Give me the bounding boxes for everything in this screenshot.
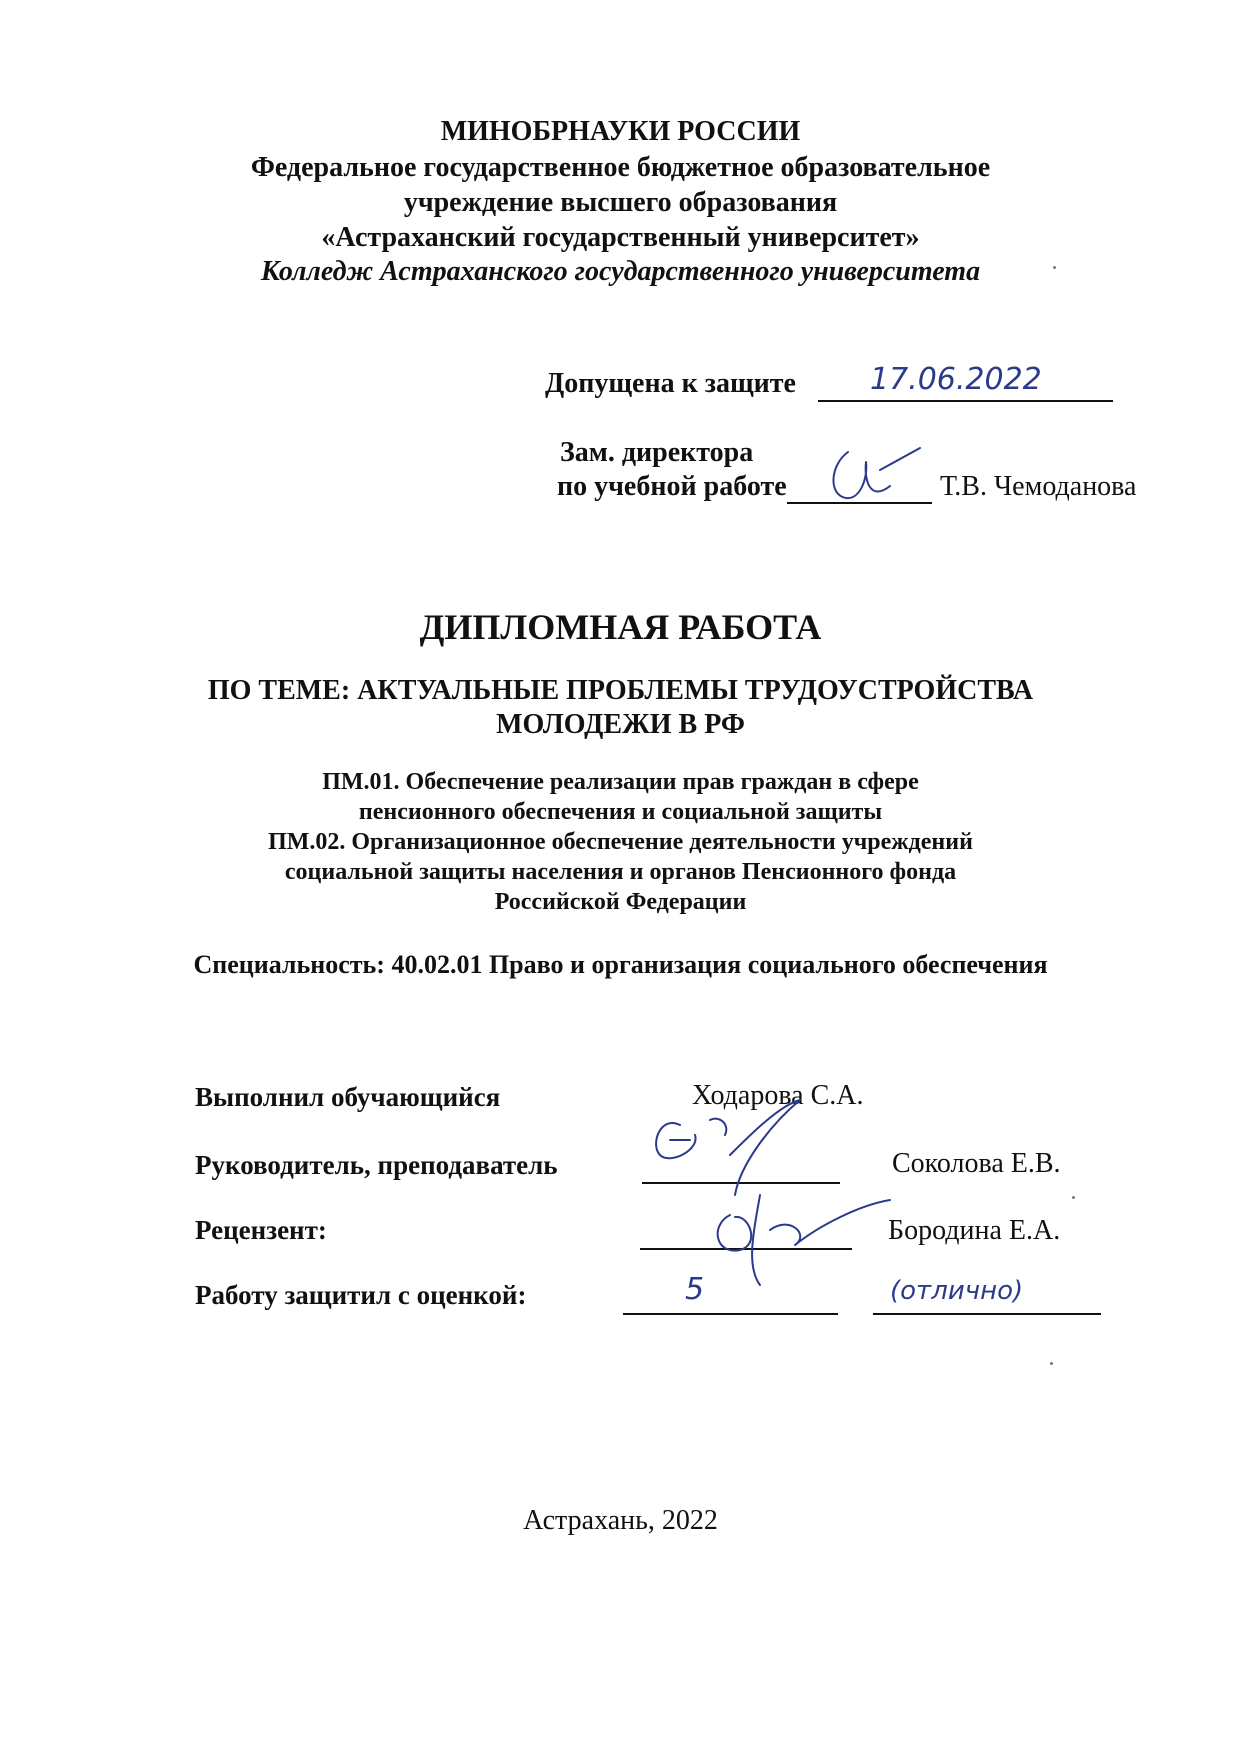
scan-speck: [1072, 1196, 1075, 1199]
module-line-2: пенсионного обеспечения и социальной защиты: [358, 799, 883, 825]
supervisor-name: Соколова Е.В.: [892, 1148, 1061, 1179]
module-line-4: социальной защиты населения и органов Пенсионного фонда: [284, 859, 957, 885]
document-type: ДИПЛОМНАЯ РАБОТА: [419, 607, 822, 647]
scan-speck: [1053, 266, 1056, 269]
ministry-name: МИНОБРНАУКИ РОССИИ: [440, 116, 801, 147]
grade-number-field: [623, 1283, 838, 1315]
supervisor-label: Руководитель, преподаватель: [195, 1150, 558, 1180]
institution-line-2: учреждение высшего образования: [403, 187, 838, 218]
student-label: Выполнил обучающийся: [195, 1082, 501, 1112]
module-line-5: Российской Федерации: [494, 889, 747, 915]
deputy-title-line-1: Зам. директора: [560, 437, 754, 468]
topic-line-1: ПО ТЕМЕ: АКТУАЛЬНЫЕ ПРОБЛЕМЫ ТРУДОУСТРОЙСТВА: [207, 675, 1034, 706]
grade-number-handwritten: 5: [685, 1272, 705, 1307]
admitted-date-handwritten: 17.06.2022: [870, 362, 1042, 397]
deputy-signature: [820, 440, 930, 510]
city-year: Астрахань, 2022: [523, 1505, 718, 1536]
admitted-label: Допущена к защите: [545, 368, 796, 399]
module-line-1: ПМ.01. Обеспечение реализации прав граждан в сфере: [322, 769, 919, 795]
module-line-3: ПМ.02. Организационное обеспечение деятельности учреждений: [268, 829, 973, 855]
grade-label: Работу защитил с оценкой:: [195, 1280, 527, 1310]
specialty: Специальность: 40.02.01 Право и организация социального обеспечения: [193, 950, 1048, 979]
student-name: Ходарова С.А.: [692, 1080, 864, 1111]
reviewer-name: Бородина Е.А.: [888, 1215, 1061, 1246]
university-name: «Астраханский государственный университет»: [321, 222, 920, 253]
grade-word-handwritten: (отлично): [890, 1276, 1024, 1306]
institution-line-1: Федеральное государственное бюджетное образовательное: [250, 152, 991, 183]
deputy-name: Т.В. Чемоданова: [940, 471, 1137, 502]
topic-line-2: МОЛОДЕЖИ В РФ: [496, 709, 745, 740]
college-name: Колледж Астраханского государственного университета: [260, 256, 981, 287]
deputy-title-line-2: по учебной работе: [557, 471, 787, 502]
scan-speck: [1050, 1362, 1053, 1365]
reviewer-label: Рецензент:: [195, 1215, 327, 1245]
